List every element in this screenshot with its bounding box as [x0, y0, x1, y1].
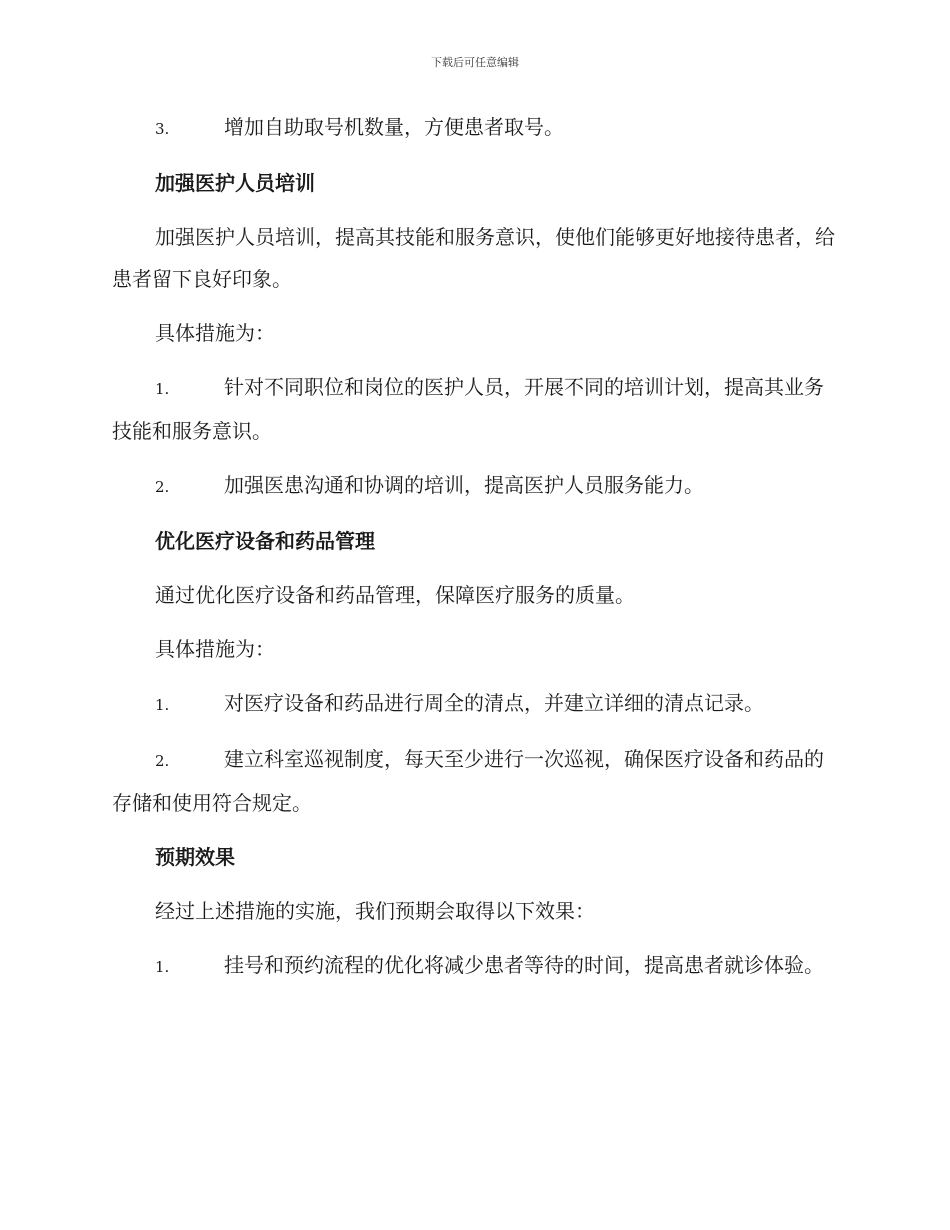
document-body: [112, 106, 837, 1000]
list-item: [112, 944, 837, 988]
list-item: [112, 682, 837, 726]
paragraph: 通过优化医疗设备和药品管理，保障医疗服务的质量。: [155, 583, 635, 607]
list-number: 2.: [155, 752, 170, 770]
list-item: [112, 366, 837, 452]
list-item-text: 对医疗设备和药品进行周全的清点，并建立详细的清点记录。: [224, 691, 764, 715]
page-header: 下载后可任意编辑: [431, 56, 519, 69]
paragraph: 加强医护人员培训，提高其技能和服务意识，使他们能够更好地接待患者，给患者留下良好印象。: [112, 225, 835, 291]
list-number: 2.: [155, 478, 170, 496]
section-heading: 加强医护人员培训: [155, 171, 315, 195]
list-item: [112, 738, 837, 824]
paragraph: 具体措施为：: [155, 637, 275, 661]
list-item-text: 挂号和预约流程的优化将减少患者等待的时间，提高患者就诊体验。: [224, 953, 824, 977]
list-number: 1.: [155, 696, 170, 714]
list-item-text: 增加自助取号机数量，方便患者取号。: [224, 115, 564, 139]
list-number: 1.: [155, 380, 170, 398]
section-heading: 预期效果: [155, 845, 235, 869]
list-item-text: 针对不同职位和岗位的医护人员，开展不同的培训计划，提高其业务技能和服务意识。: [112, 375, 824, 443]
section-heading: 优化医疗设备和药品管理: [155, 529, 375, 553]
list-number: 3.: [155, 120, 170, 138]
list-item: [112, 464, 837, 508]
list-item-text: 建立科室巡视制度，每天至少进行一次巡视，确保医疗设备和药品的存储和使用符合规定。: [112, 747, 824, 815]
list-item-text: 加强医患沟通和协调的培训，提高医护人员服务能力。: [224, 473, 704, 497]
paragraph: 经过上述措施的实施，我们预期会取得以下效果：: [155, 899, 595, 923]
list-item: [112, 106, 837, 150]
list-number: 1.: [155, 958, 170, 976]
paragraph: 具体措施为：: [155, 321, 275, 345]
